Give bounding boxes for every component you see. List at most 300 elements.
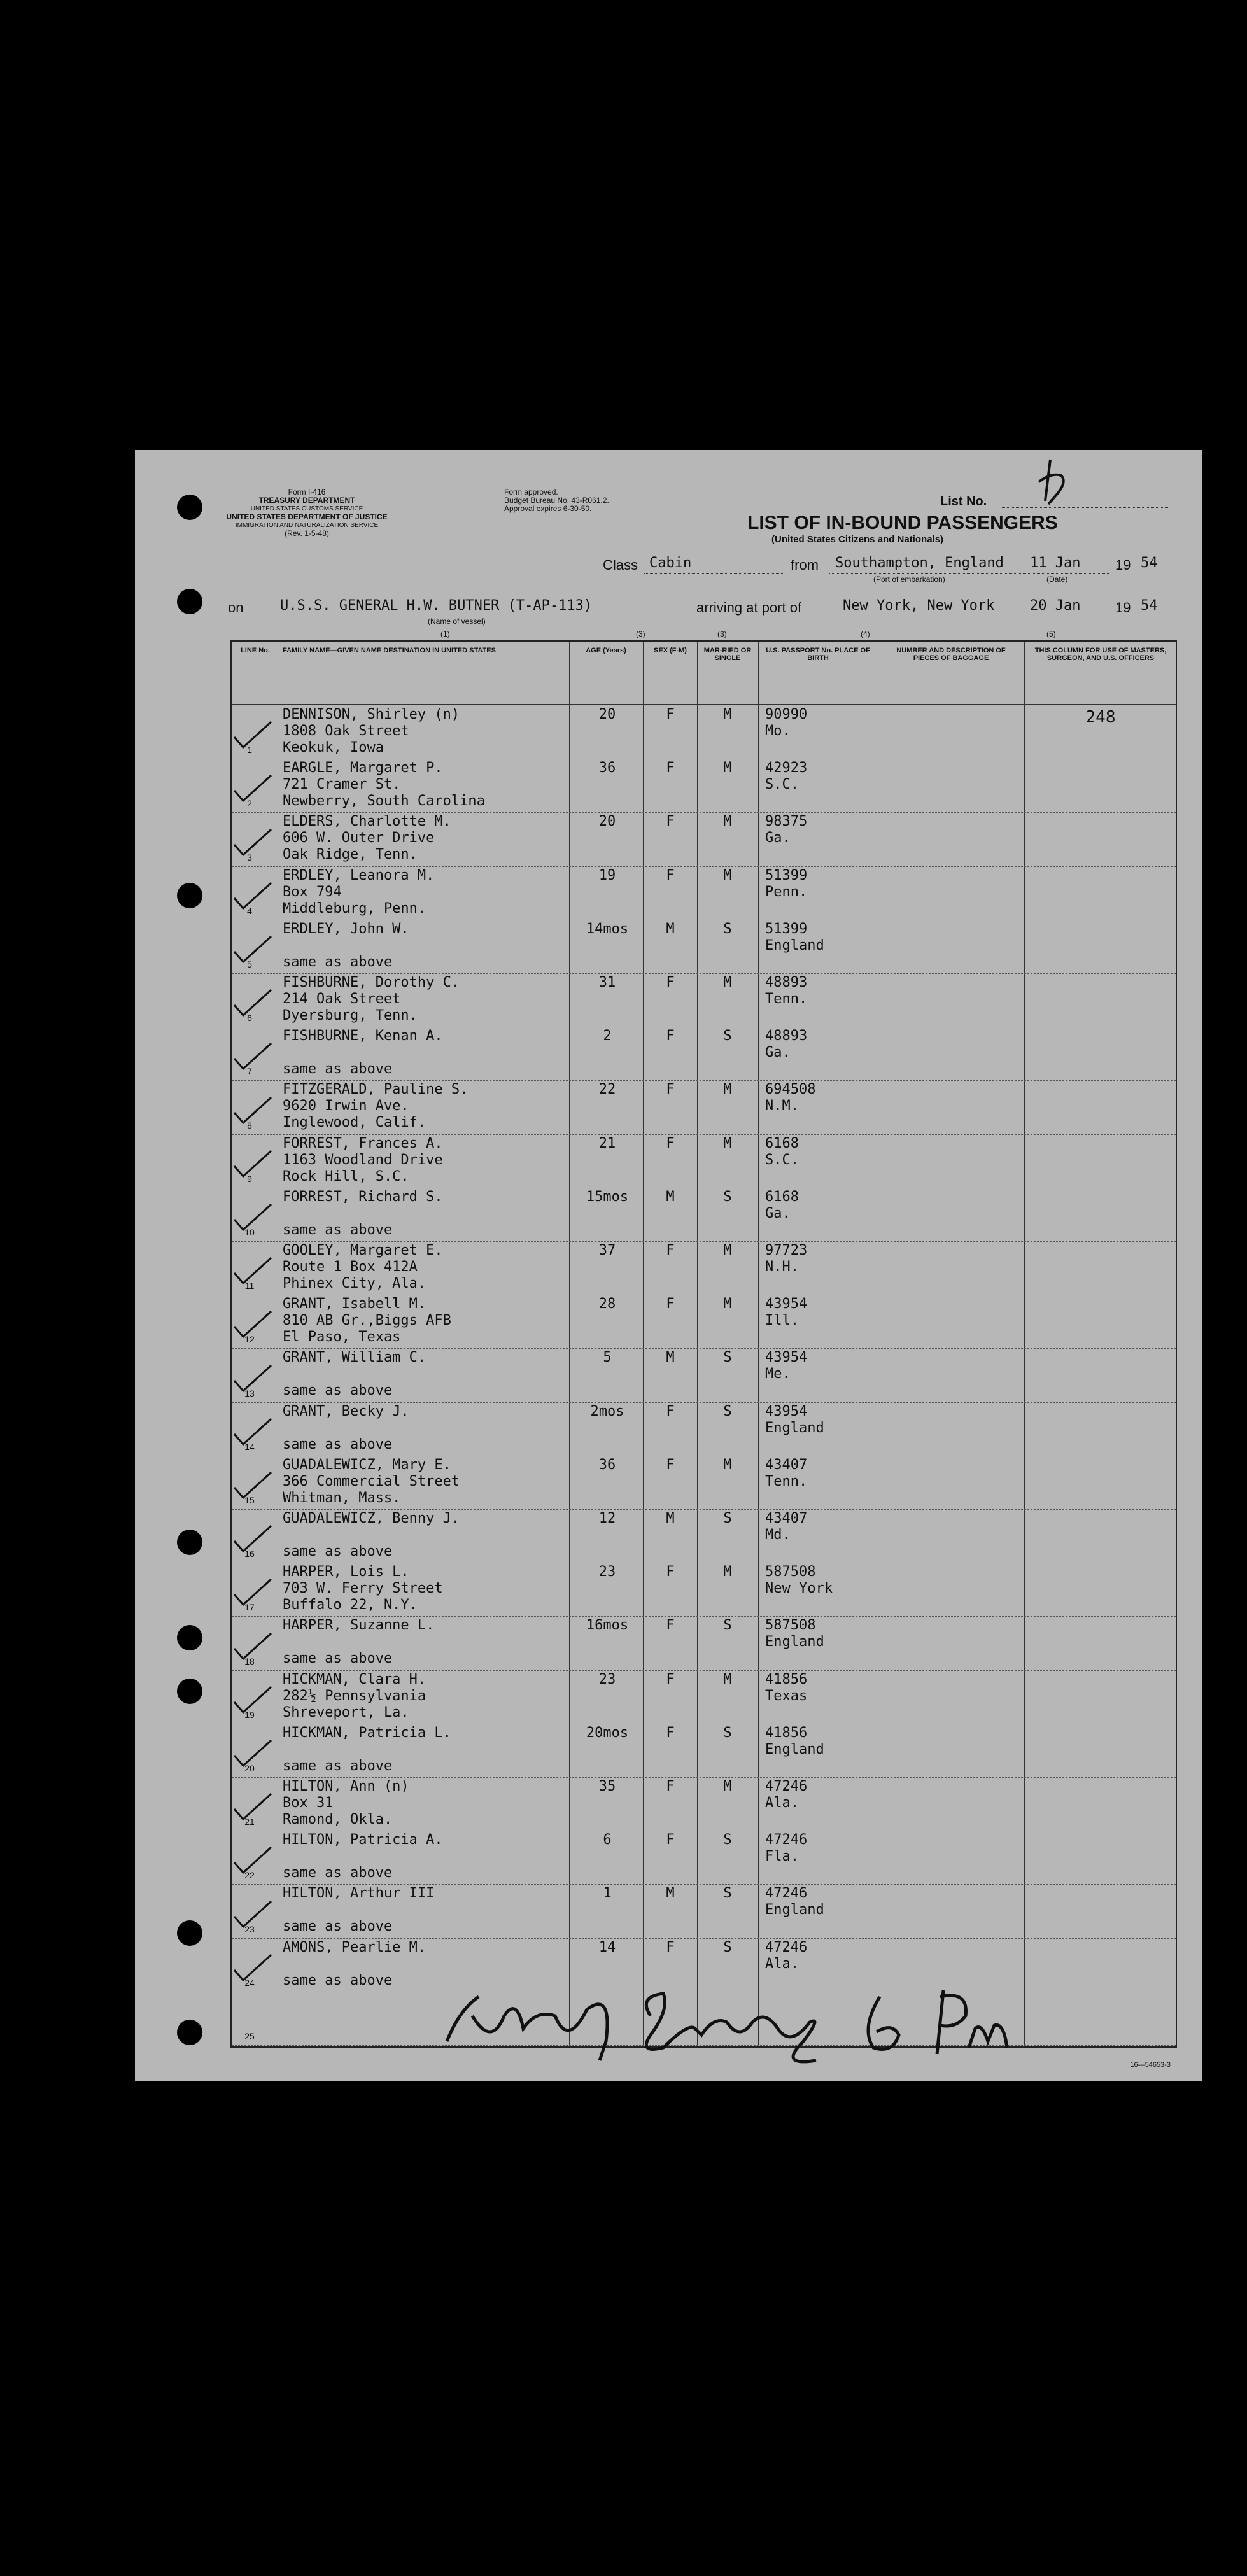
col-num-3: (3)	[636, 630, 645, 638]
passport-number: 6168	[765, 1188, 799, 1205]
place-of-birth: N.H.	[765, 1259, 799, 1275]
passenger-sex: F	[666, 1296, 675, 1313]
passenger-age: 1	[603, 1885, 612, 1902]
check-mark-icon	[229, 1952, 274, 1984]
passenger-age: 36	[598, 1456, 616, 1473]
passenger-sex: F	[666, 1832, 675, 1848]
passenger-city: Rock Hill, S.C.	[283, 1168, 409, 1185]
passenger-sex: F	[666, 1939, 675, 1955]
passport-number: 43954	[765, 1403, 808, 1419]
check-mark-icon	[229, 1899, 274, 1931]
passenger-name: GUADALEWICZ, Benny J.	[283, 1510, 460, 1526]
place-of-birth: Penn.	[765, 883, 808, 900]
passenger-age: 20	[598, 707, 616, 722]
passport-number: 47246	[765, 1778, 808, 1794]
passenger-age: 2	[603, 1028, 612, 1045]
passport-number: 43407	[765, 1456, 808, 1473]
passport-number: 47246	[765, 1832, 808, 1848]
list-no-handwritten	[1026, 456, 1077, 514]
col-num-5: (5)	[1046, 630, 1056, 638]
check-mark-icon	[229, 719, 274, 751]
passenger-sex: F	[666, 1778, 675, 1794]
passenger-name: ELDERS, Charlotte M.	[283, 813, 451, 830]
passenger-age: 23	[598, 1564, 616, 1580]
passenger-address: 1808 Oak Street	[283, 723, 409, 739]
passenger-name: FORREST, Richard S.	[283, 1188, 443, 1205]
passenger-sex: F	[666, 1135, 675, 1151]
place-of-birth: Md.	[765, 1527, 791, 1543]
passenger-age: 36	[598, 760, 616, 777]
table-row	[232, 1616, 1176, 1670]
passenger-name: HILTON, Arthur III	[283, 1885, 435, 1902]
treasury-dept: TREASURY DEPARTMENT	[258, 496, 355, 505]
document-subtitle: (United States Citizens and Nationals)	[771, 534, 944, 545]
line-number: 4	[247, 905, 252, 916]
passport-number: 51399	[765, 920, 808, 937]
marital-status: M	[723, 975, 732, 990]
check-mark-icon	[229, 880, 274, 912]
place-of-birth: Mo.	[765, 723, 791, 739]
passenger-address: 721 Cramer St.	[283, 777, 401, 793]
class-value: Cabin	[649, 555, 692, 571]
punch-hole	[177, 1920, 202, 1946]
passenger-sex: M	[666, 1510, 675, 1526]
passenger-name: DENNISON, Shirley (n)	[283, 707, 460, 722]
col-header-passport: U.S. PASSPORT No. PLACE OF BIRTH	[766, 647, 870, 662]
check-mark-icon	[229, 1416, 274, 1448]
passenger-sex: M	[666, 1188, 675, 1205]
check-mark-icon	[229, 1041, 274, 1073]
marital-status: S	[723, 1832, 732, 1848]
passenger-name: HARPER, Suzanne L.	[283, 1617, 435, 1634]
passenger-city: Ramond, Okla.	[283, 1812, 393, 1827]
passenger-sex: M	[666, 920, 675, 937]
marital-status: S	[723, 1939, 732, 1955]
passport-number: 694508	[765, 1081, 816, 1098]
passenger-age: 31	[598, 975, 616, 990]
line-number: 21	[244, 1817, 255, 1827]
passenger-sex: M	[666, 1349, 675, 1366]
line-number: 22	[244, 1870, 255, 1881]
check-mark-icon	[229, 1523, 274, 1555]
passenger-city: Phinex City, Ala.	[283, 1276, 426, 1292]
passport-number: 587508	[765, 1617, 816, 1634]
form-approval	[504, 488, 609, 513]
arriving-label: arriving at port of	[696, 600, 802, 616]
passenger-city: Middleburg, Penn.	[283, 900, 426, 917]
passenger-city: same as above	[283, 1972, 393, 1988]
passenger-age: 5	[603, 1349, 612, 1366]
passenger-age: 20	[598, 813, 616, 830]
revision: (Rev. 1-5-48)	[285, 529, 329, 538]
line-number: 15	[244, 1495, 255, 1505]
passport-number: 41856	[765, 1671, 808, 1687]
place-of-birth: S.C.	[765, 1151, 799, 1168]
passenger-name: FITZGERALD, Pauline S.	[283, 1081, 469, 1098]
line-number: 17	[244, 1602, 255, 1613]
passenger-name: GRANT, Becky J.	[283, 1403, 409, 1419]
col-header-age: AGE (Years)	[586, 647, 626, 654]
place-of-birth: Tenn.	[765, 1473, 808, 1489]
passenger-sex: F	[666, 867, 675, 883]
passenger-age: 6	[603, 1832, 612, 1848]
marital-status: M	[723, 760, 732, 777]
year-suffix: 54	[1141, 555, 1158, 571]
passenger-sex: F	[666, 1242, 675, 1258]
line-number: 13	[244, 1388, 255, 1398]
passenger-sex: M	[666, 1885, 675, 1902]
marital-status: M	[723, 1778, 732, 1794]
approval-line: Form approved.	[504, 488, 558, 496]
passport-number: 97723	[765, 1242, 808, 1258]
passenger-name: HILTON, Ann (n)	[283, 1778, 409, 1794]
punch-hole	[177, 1679, 202, 1704]
line-number: 16	[244, 1549, 255, 1559]
header-rule	[232, 704, 1176, 705]
class-label: Class	[603, 557, 638, 573]
marital-status: M	[723, 1296, 732, 1313]
passenger-age: 19	[598, 867, 616, 883]
col-num-3b: (3)	[717, 630, 727, 638]
line-number: 18	[244, 1656, 255, 1666]
passenger-age: 21	[598, 1135, 616, 1151]
passenger-address: Box 31	[283, 1795, 334, 1811]
check-mark-icon	[229, 934, 274, 966]
passenger-age: 35	[598, 1778, 616, 1794]
passenger-city: same as above	[283, 1650, 393, 1667]
table-row	[232, 866, 1176, 920]
marital-status: M	[723, 1242, 732, 1258]
line-number: 14	[244, 1441, 255, 1452]
place-of-birth: Ga.	[765, 830, 791, 847]
passenger-name: HICKMAN, Clara H.	[283, 1671, 426, 1687]
date-caption: (Date)	[1046, 575, 1068, 584]
passenger-name: HARPER, Lois L.	[283, 1564, 409, 1580]
passenger-address: 282½ Pennsylvania	[283, 1687, 426, 1704]
table-row	[232, 1402, 1176, 1456]
table-row	[232, 920, 1176, 973]
col-num-4: (4)	[861, 630, 870, 638]
passenger-city: same as above	[283, 1061, 393, 1078]
passport-number: 98375	[765, 813, 808, 830]
document-title: LIST OF IN-BOUND PASSENGERS	[747, 512, 1058, 533]
passenger-city: Shreveport, La.	[283, 1704, 409, 1721]
table-row	[232, 973, 1176, 1027]
check-mark-icon	[229, 1845, 274, 1876]
passenger-sex: F	[666, 1671, 675, 1687]
passenger-name: FISHBURNE, Dorothy C.	[283, 975, 460, 990]
table-row	[232, 1509, 1176, 1563]
line-number: 11	[244, 1281, 255, 1292]
col-num-1: (1)	[440, 630, 450, 638]
table-row	[232, 1241, 1176, 1295]
passenger-city: Inglewood, Calif.	[283, 1115, 426, 1131]
passport-number: 587508	[765, 1564, 816, 1580]
passenger-sex: F	[666, 760, 675, 777]
year-prefix-2: 19	[1115, 600, 1131, 616]
marital-status: M	[723, 1564, 732, 1580]
passenger-city: Dyersburg, Tenn.	[283, 1008, 418, 1024]
passenger-city: same as above	[283, 954, 393, 970]
line-number: 5	[247, 959, 252, 969]
passport-number: 90990	[765, 707, 808, 722]
line-number: 3	[247, 852, 252, 862]
marital-status: M	[723, 1081, 732, 1098]
passport-number: 43954	[765, 1296, 808, 1313]
place-of-birth: England	[765, 1741, 824, 1757]
passenger-age: 22	[598, 1081, 616, 1098]
passenger-age: 16mos	[586, 1617, 629, 1634]
line-number: 25	[244, 2031, 255, 2041]
check-mark-icon	[229, 1577, 274, 1608]
passenger-city: Oak Ridge, Tenn.	[283, 847, 418, 863]
passport-number: 41856	[765, 1724, 808, 1741]
check-mark-icon	[229, 1684, 274, 1716]
customs-service: UNITED STATES CUSTOMS SERVICE	[250, 505, 363, 512]
approval-line: Budget Bureau No. 43-R061.2.	[504, 496, 609, 505]
passport-number: 42923	[765, 760, 808, 777]
marital-status: S	[723, 1617, 732, 1634]
passport-number: 48893	[765, 1028, 808, 1045]
check-mark-icon	[229, 1095, 274, 1127]
printer-code: 16—54653-3	[1130, 2061, 1171, 2069]
col-header-officers: THIS COLUMN FOR USE OF MASTERS, SURGEON, AND U.S. OFFICERS	[1034, 647, 1167, 662]
passenger-name: ERDLEY, Leanora M.	[283, 867, 435, 883]
marital-status: M	[723, 867, 732, 883]
passenger-name: EARGLE, Margaret P.	[283, 760, 443, 777]
passenger-city: Whitman, Mass.	[283, 1489, 401, 1506]
passenger-city: Newberry, South Carolina	[283, 793, 485, 810]
table-row	[232, 1724, 1176, 1777]
from-label: from	[791, 557, 819, 573]
passenger-sex: F	[666, 1564, 675, 1580]
line-number: 19	[244, 1709, 255, 1720]
passenger-sex: F	[666, 1081, 675, 1098]
passenger-name: GOOLEY, Margaret E.	[283, 1242, 443, 1258]
check-mark-icon	[229, 827, 274, 859]
marital-status: M	[723, 813, 732, 830]
passenger-name: GUADALEWICZ, Mary E.	[283, 1456, 451, 1473]
passenger-name: FISHBURNE, Kenan A.	[283, 1028, 443, 1045]
manifest-page	[135, 450, 1202, 2081]
place-of-birth: Ala.	[765, 1955, 799, 1972]
place-of-birth: England	[765, 937, 824, 954]
year-suffix-2: 54	[1141, 598, 1158, 614]
place-of-birth: Texas	[765, 1687, 808, 1704]
marital-status: S	[723, 920, 732, 937]
place-of-birth: S.C.	[765, 777, 799, 793]
line-number: 1	[247, 745, 252, 756]
line-number: 6	[247, 1013, 252, 1024]
passenger-sex: F	[666, 1456, 675, 1473]
passenger-city: Keokuk, Iowa	[283, 740, 384, 756]
table-row	[232, 1456, 1176, 1509]
arrival-port: New York, New York	[843, 598, 995, 614]
marital-status: S	[723, 1403, 732, 1419]
place-of-birth: Tenn.	[765, 991, 808, 1007]
table-row	[232, 1134, 1176, 1188]
line-number: 23	[244, 1924, 255, 1934]
vessel-name: U.S.S. GENERAL H.W. BUTNER (T-AP-113)	[280, 598, 593, 614]
passenger-name: HICKMAN, Patricia L.	[283, 1724, 451, 1741]
col-header-line: LINE No.	[241, 647, 270, 654]
marital-status: S	[723, 1028, 732, 1045]
line-number: 10	[244, 1227, 255, 1237]
passenger-city: same as above	[283, 1757, 393, 1774]
justice-dept: UNITED STATES DEPARTMENT OF JUSTICE	[226, 512, 388, 521]
passport-number: 48893	[765, 975, 808, 990]
check-mark-icon	[229, 773, 274, 805]
table-row	[232, 1027, 1176, 1080]
passenger-address: 810 AB Gr.,Biggs AFB	[283, 1313, 451, 1329]
passenger-sex: F	[666, 1403, 675, 1419]
officer-note: 248	[1085, 708, 1116, 727]
year-prefix: 19	[1115, 557, 1131, 573]
check-mark-icon	[229, 1363, 274, 1395]
passenger-age: 14	[598, 1939, 616, 1955]
passenger-address: 9620 Irwin Ave.	[283, 1098, 409, 1115]
check-mark-icon	[229, 1791, 274, 1823]
check-mark-icon	[229, 1309, 274, 1341]
marital-status: S	[723, 1510, 732, 1526]
punch-hole	[177, 495, 202, 520]
arrival-date: 20 Jan	[1030, 598, 1081, 614]
passport-number: 47246	[765, 1939, 808, 1955]
passenger-sex: F	[666, 975, 675, 990]
vessel-caption: (Name of vessel)	[428, 617, 486, 626]
marital-status: S	[723, 1349, 732, 1366]
passport-number: 47246	[765, 1885, 808, 1902]
check-mark-icon	[229, 1255, 274, 1287]
check-mark-icon	[229, 1738, 274, 1770]
form-number: Form I-416	[288, 488, 326, 496]
passenger-age: 28	[598, 1296, 616, 1313]
passenger-table	[230, 640, 1177, 2048]
passenger-age: 2mos	[590, 1403, 624, 1419]
place-of-birth: Ala.	[765, 1795, 799, 1811]
list-no-label: List No.	[940, 495, 987, 509]
class-rule	[644, 573, 784, 574]
from-rule	[829, 573, 1109, 574]
passport-number: 43954	[765, 1349, 808, 1366]
table-row	[232, 1777, 1176, 1831]
passenger-age: 12	[598, 1510, 616, 1526]
place-of-birth: Ga.	[765, 1045, 791, 1061]
passenger-address: Route 1 Box 412A	[283, 1259, 418, 1275]
passenger-city: Buffalo 22, N.Y.	[283, 1597, 418, 1614]
table-row	[232, 705, 1176, 759]
punch-hole	[177, 1625, 202, 1650]
place-of-birth: New York	[765, 1580, 833, 1597]
form-header-left	[224, 488, 390, 538]
table-row	[232, 812, 1176, 866]
col-header-sex: SEX (F-M)	[654, 647, 687, 654]
table-row	[232, 1670, 1176, 1724]
table-row	[232, 1563, 1176, 1616]
passport-number: 51399	[765, 867, 808, 883]
marital-status: S	[723, 1885, 732, 1902]
passenger-name: GRANT, William C.	[283, 1349, 426, 1366]
inspector-signature	[396, 1971, 1032, 2067]
check-mark-icon	[229, 1631, 274, 1663]
place-of-birth: N.M.	[765, 1098, 799, 1115]
place-of-birth: England	[765, 1634, 824, 1650]
table-row	[232, 759, 1176, 812]
passenger-age: 23	[598, 1671, 616, 1687]
passenger-city: same as above	[283, 1865, 393, 1882]
passenger-age: 14mos	[586, 920, 629, 937]
place-of-birth: England	[765, 1419, 824, 1436]
passenger-city: El Paso, Texas	[283, 1329, 401, 1346]
approval-line: Approval expires 6-30-50.	[504, 504, 592, 513]
marital-status: S	[723, 1188, 732, 1205]
passenger-name: FORREST, Frances A.	[283, 1135, 443, 1151]
ins-service: IMMIGRATION AND NATURALIZATION SERVICE	[235, 522, 379, 529]
passenger-city: same as above	[283, 1221, 393, 1238]
marital-status: M	[723, 1456, 732, 1473]
place-of-birth: Ga.	[765, 1205, 791, 1221]
embark-date: 11 Jan	[1030, 555, 1081, 571]
passenger-city: same as above	[283, 1918, 393, 1935]
check-mark-icon	[229, 987, 274, 1019]
punch-hole	[177, 589, 202, 614]
passenger-address: 366 Commercial Street	[283, 1473, 460, 1489]
passenger-city: same as above	[283, 1383, 393, 1399]
place-of-birth: Me.	[765, 1366, 791, 1383]
line-number: 20	[244, 1763, 255, 1773]
punch-hole	[177, 1530, 202, 1555]
line-number: 12	[244, 1334, 255, 1345]
passenger-sex: F	[666, 1724, 675, 1741]
passenger-sex: F	[666, 707, 675, 722]
table-row	[232, 1348, 1176, 1402]
passenger-address: 703 W. Ferry Street	[283, 1580, 443, 1597]
passenger-sex: F	[666, 1028, 675, 1045]
passenger-name: AMONS, Pearlie M.	[283, 1939, 426, 1955]
passenger-address: 606 W. Outer Drive	[283, 830, 435, 847]
passenger-address: 214 Oak Street	[283, 991, 401, 1007]
col-header-name: FAMILY NAME—GIVEN NAME DESTINATION IN UNITED STATES	[283, 647, 496, 654]
passenger-age: 15mos	[586, 1188, 629, 1205]
table-row	[232, 1188, 1176, 1241]
punch-hole	[177, 883, 202, 908]
passenger-name: ERDLEY, John W.	[283, 920, 409, 937]
on-label: on	[228, 600, 244, 616]
check-mark-icon	[229, 1470, 274, 1502]
line-number: 9	[247, 1173, 252, 1184]
marital-status: M	[723, 707, 732, 722]
passenger-age: 20mos	[586, 1724, 629, 1741]
line-number: 2	[247, 798, 252, 809]
passenger-city: same as above	[283, 1544, 393, 1559]
col-header-married: MAR-RIED OR SINGLE	[703, 647, 752, 662]
marital-status: S	[723, 1724, 732, 1741]
passenger-age: 37	[598, 1242, 616, 1258]
passenger-name: GRANT, Isabell M.	[283, 1296, 426, 1313]
punch-hole	[177, 2020, 202, 2045]
marital-status: M	[723, 1671, 732, 1687]
check-mark-icon	[229, 1202, 274, 1234]
embark-port: Southampton, England	[835, 555, 1004, 571]
table-row	[232, 1295, 1176, 1348]
table-row	[232, 1080, 1176, 1134]
line-number: 24	[244, 1977, 255, 1988]
passenger-sex: F	[666, 1617, 675, 1634]
passenger-address: Box 794	[283, 883, 342, 900]
place-of-birth: England	[765, 1902, 824, 1918]
passport-number: 43407	[765, 1510, 808, 1526]
marital-status: M	[723, 1135, 732, 1151]
